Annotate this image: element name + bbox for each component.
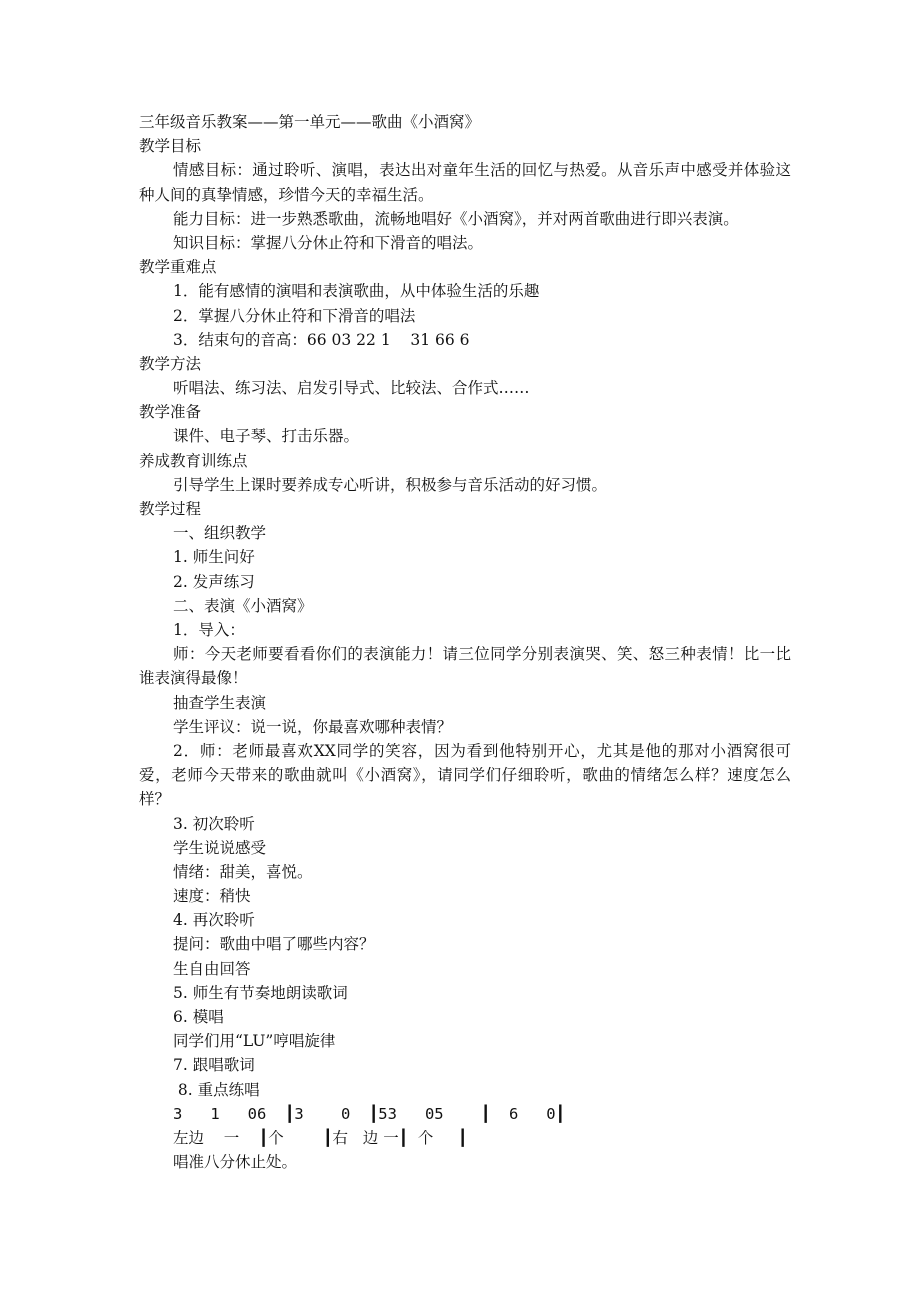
mood-text: 情绪：甜美，喜悦。 [173, 862, 313, 881]
goal-ability-paragraph: 能力目标：进一步熟悉歌曲，流畅地唱好《小酒窝》，并对两首歌曲进行即兴表演。 [173, 209, 739, 228]
key-point-2: 2．掌握八分休止符和下滑音的唱法 [173, 306, 416, 325]
numbered-notation-line: 3 1 06 ┃3 0 ┃53 05 ┃ 6 0┃ [173, 1104, 565, 1123]
second-listening: 4. 再次聆听 [173, 911, 255, 930]
answer-text: 生自由回答 [173, 959, 251, 978]
focus-practice-item: 8. 重点练唱 [173, 1080, 260, 1099]
goal-emotion-paragraph: 情感目标：通过聆听、演唱，表达出对童年生活的回忆与热爱。从音乐声中感受并体验这种人间的真挚情感，珍惜今天的幸福生活。 [139, 161, 791, 204]
key-point-1: 1．能有感情的演唱和表演歌曲，从中体验生活的乐趣 [173, 282, 540, 301]
focus-note: 唱准八分休止处。 [173, 1153, 298, 1172]
step-one-heading: 一、组织教学 [173, 524, 267, 543]
step-one-item-2: 2. 发声练习 [173, 572, 255, 591]
habit-text: 引导学生上课时要养成专心听讲，积极参与音乐活动的好习惯。 [173, 475, 608, 494]
teacher-speech-2: 2．师：老师最喜欢XX同学的笑容，因为看到他特别开心，尤其是他的那对小酒窝很可爱，老师今天带来的歌曲就叫《小酒窝》，请同学们仔细聆听，歌曲的情绪怎么样？速度怎么样？ [139, 741, 791, 809]
step-two-heading: 二、表演《小酒窝》 [173, 596, 313, 615]
goal-knowledge-paragraph: 知识目标：掌握八分休止符和下滑音的唱法。 [173, 233, 484, 252]
notation-lyrics-line: 左边 一 ┃个 ┃右 边 一┃ 个 ┃ [173, 1128, 468, 1147]
section-heading-process: 教学过程 [139, 500, 202, 519]
student-evaluation: 学生评议：说一说，你最喜欢哪种表情？ [173, 717, 453, 736]
section-heading-goals: 教学目标 [139, 137, 202, 156]
step-one-item-1: 1. 师生问好 [173, 548, 255, 567]
section-heading-methods: 教学方法 [139, 354, 202, 373]
speed-text: 速度：稍快 [173, 887, 251, 906]
preparation-text: 课件、电子琴、打击乐器。 [173, 427, 360, 446]
imitate-text: 同学们用“LU”哼唱旋律 [173, 1032, 336, 1051]
methods-text: 听唱法、练习法、启发引导式、比较法、合作式…… [173, 379, 530, 398]
section-heading-preparation: 教学准备 [139, 403, 202, 422]
student-feelings: 学生说说感受 [173, 838, 267, 857]
question-text: 提问：歌曲中唱了哪些内容？ [173, 935, 375, 954]
key-point-3: 3．结束句的音高：66 03 22 1 31 66 6 [173, 330, 470, 349]
read-lyrics-item: 5. 师生有节奏地朗读歌词 [173, 983, 348, 1002]
intro-item: 1．导入： [173, 620, 245, 639]
first-listening: 3. 初次聆听 [173, 814, 255, 833]
section-heading-habit: 养成教育训练点 [139, 451, 248, 470]
section-heading-key-points: 教学重难点 [139, 258, 217, 277]
document-body [139, 110, 799, 1174]
document-title: 三年级音乐教案——第一单元——歌曲《小酒窝》 [139, 113, 481, 131]
follow-lyrics-item: 7. 跟唱歌词 [173, 1056, 255, 1075]
teacher-speech-1: 师：今天老师要看看你们的表演能力！请三位同学分别表演哭、笑、怒三种表情！比一比谁表演得最像！ [139, 645, 791, 688]
check-performance: 抽查学生表演 [173, 693, 267, 712]
imitate-item: 6. 模唱 [173, 1008, 224, 1027]
